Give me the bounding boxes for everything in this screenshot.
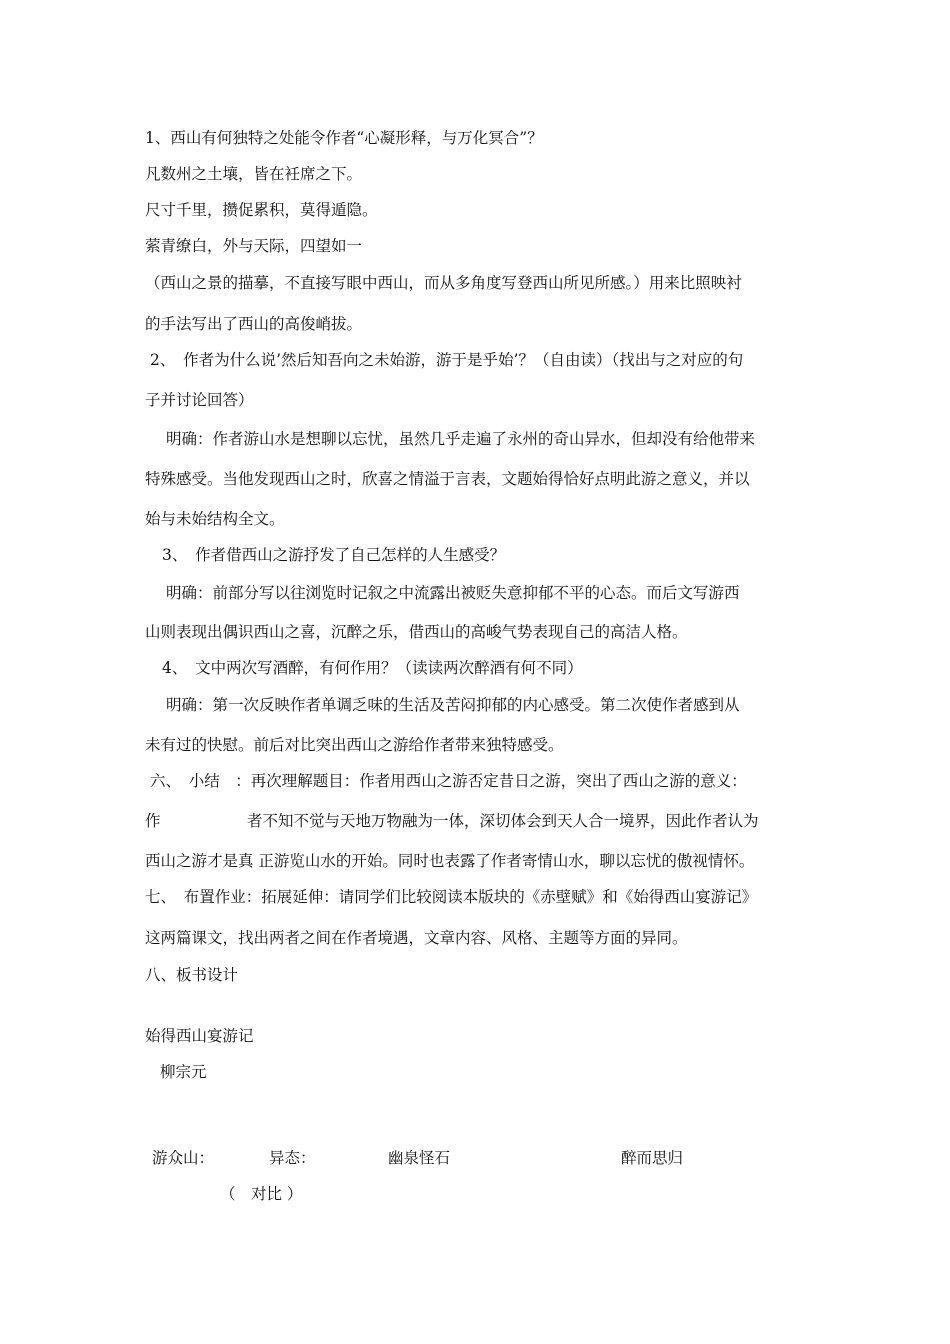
board-title: 始得西山宴游记 <box>145 1027 254 1045</box>
answer-3-line-2: 山则表现出偶识西山之喜，沉醉之乐，借西山的高峻气势表现自己的高洁人格。 <box>145 623 688 641</box>
analysis-line-2: 的手法写出了西山的高俊峭拔。 <box>145 315 363 333</box>
quote-line-3: 萦青缭白，外与天际，四望如一 <box>145 237 363 255</box>
quote-line-2: 尺寸千里，攒促累积，莫得遁隐。 <box>145 201 378 219</box>
board-contrast-note: （ 对比 ） <box>220 1185 303 1203</box>
board-author: 柳宗元 <box>160 1063 207 1081</box>
summary-heading: 六、 小结 ：再次理解题目：作者用西山之游否定昔日之游，突出了西山之游的意义： <box>150 772 747 790</box>
board-col-4: 醉而思归 <box>621 1149 684 1167</box>
summary-line-start: 作 <box>145 812 161 830</box>
answer-3-line-1: 明确：前部分写以往浏览时记叙之中流露出被贬失意抑郁不平的心态。而后文写游西 <box>166 584 740 602</box>
summary-line-2: 西山之游才是真 正游览山水的开始。同时也表露了作者寄情山水，聊以忘忧的傲视情怀。 <box>145 852 755 870</box>
homework-heading: 七、 布置作业：拓展延伸：请同学们比较阅读本版块的《赤壁赋》和《始得西山宴游记》 <box>145 888 758 906</box>
analysis-line-1: （西山之景的描摹，不直接写眼中西山，而从多角度写登西山所见所感。）用来比照映衬 <box>145 274 742 292</box>
board-col-2: 异态： <box>269 1149 316 1167</box>
answer-2-line-1: 明确：作者游山水是想聊以忘忧，虽然几乎走遍了永州的奇山异水，但却没有给他带来 <box>166 430 756 448</box>
answer-4-line-2: 未有过的快慰。前后对比突出西山之游给作者带来独特感受。 <box>145 736 564 754</box>
question-4: 4、 文中两次写酒醉，有何作用？（读读两次醉酒有何不同） <box>162 659 583 677</box>
question-1: 1、西山有何独特之处能令作者“心凝形释，与万化冥合”？ <box>145 129 543 147</box>
board-design-heading: 八、板书设计 <box>145 966 239 984</box>
question-2-cont: 子并讨论回答） <box>145 391 254 409</box>
board-col-3: 幽泉怪石 <box>388 1149 451 1167</box>
homework-line-2: 这两篇课文，找出两者之间在作者境遇，文章内容、风格、主题等方面的异同。 <box>145 929 688 947</box>
quote-line-1: 凡数州之土壤，皆在衽席之下。 <box>145 165 363 183</box>
question-3: 3、 作者借西山之游抒发了自己怎样的人生感受？ <box>162 546 506 564</box>
answer-4-line-1: 明确：第一次反映作者单调乏味的生活及苦闷抑郁的内心感受。第二次使作者感到从 <box>166 696 740 714</box>
question-2: 2、 作者为什么说’然后知吾向之未始游，游于是乎始’？（自由读）（找出与之对应的句 <box>150 351 744 369</box>
board-col-1: 游众山： <box>152 1149 215 1167</box>
answer-2-line-2: 特殊感受。当他发现西山之时，欣喜之情溢于言表，文题始得恰好点明此游之意义，并以 <box>145 470 750 488</box>
summary-line-1: 者不知不觉与天地万物融为一体，深切体会到天人合一境界，因此作者认为 <box>247 812 759 830</box>
answer-2-line-3: 始与未始结构全文。 <box>145 510 285 528</box>
